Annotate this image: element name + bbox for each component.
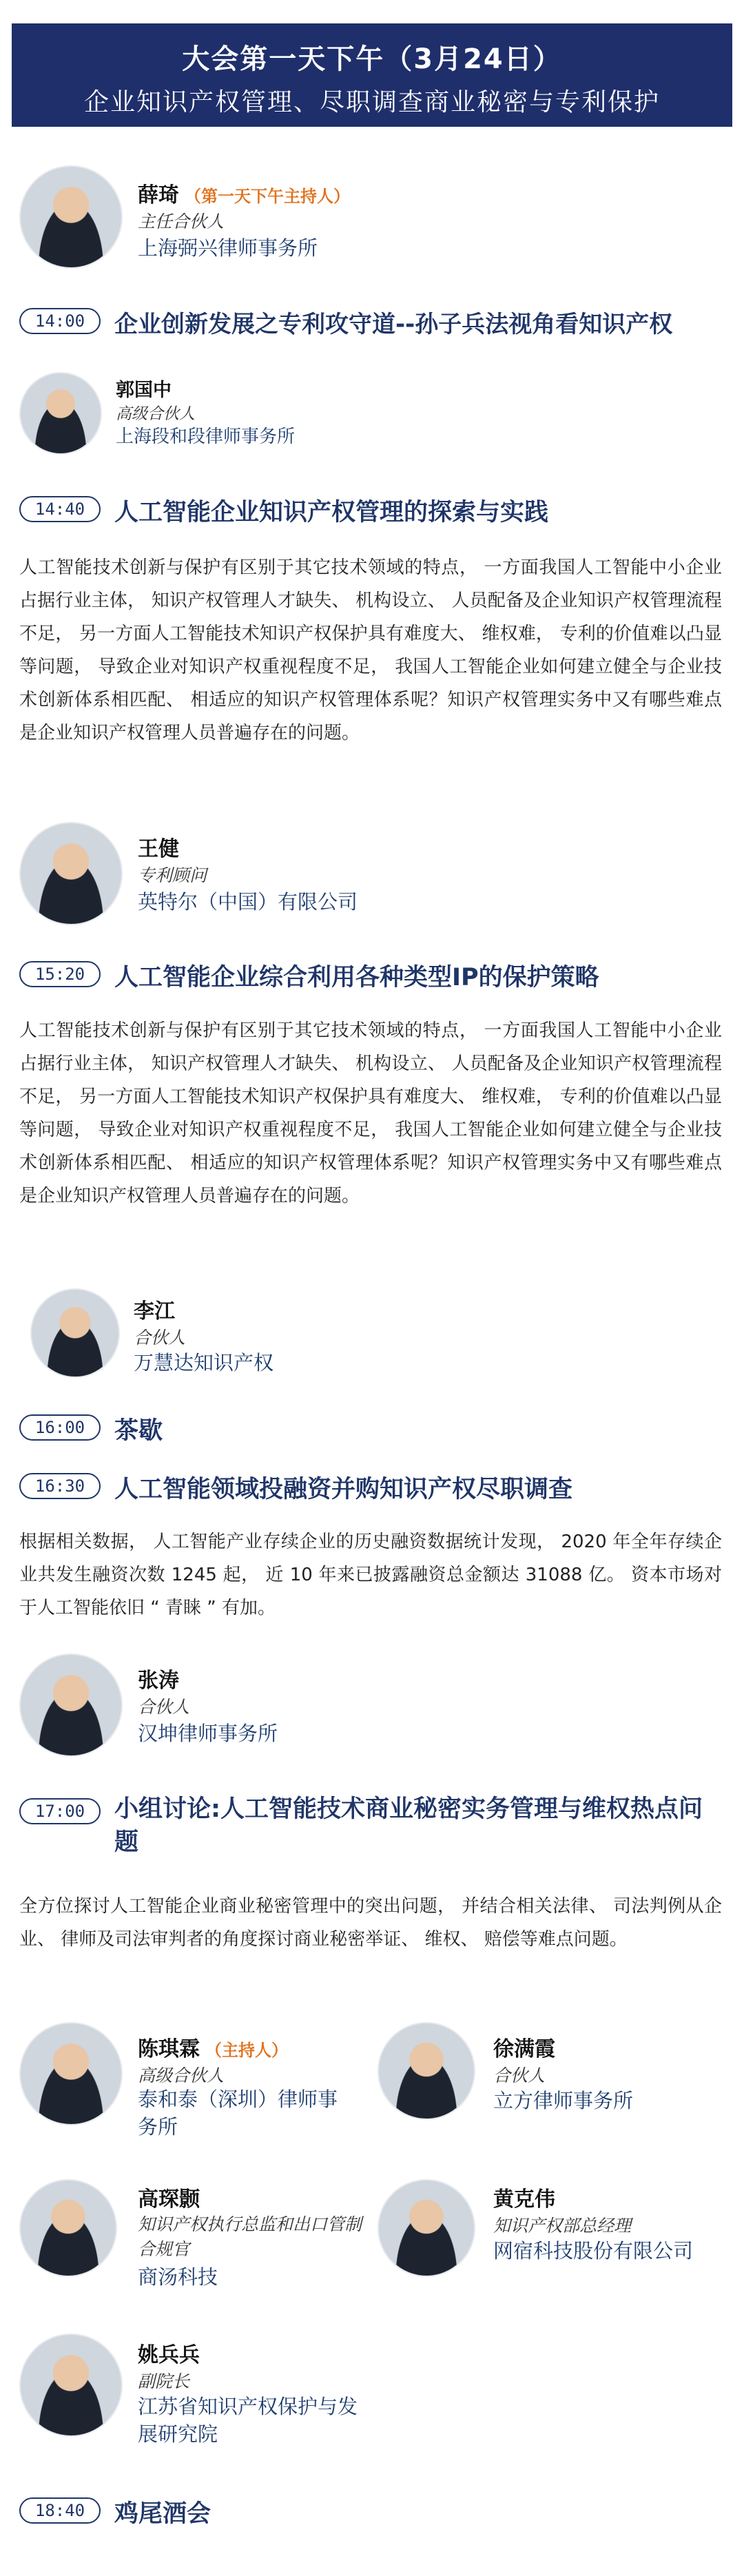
speaker-huang [378,2179,729,2289]
speaker-name: 陈琪霖 [138,2037,200,2061]
session-1520 [19,961,729,996]
host-avatar [19,165,123,269]
host-name-line [138,178,350,208]
session-title: 企业创新发展之专利攻守道--孙子兵法视角看知识产权 [114,311,673,338]
speaker-role: 合伙人 [134,1328,186,1348]
session-1630 [19,1473,729,1507]
session-1600 [19,1414,729,1449]
speaker-name: 王健 [138,837,179,861]
speaker-avatar [378,2022,475,2120]
speaker-zhang [19,1653,722,1757]
speaker-role: 合伙人 [493,2065,546,2085]
time-badge: 15:20 [19,961,101,987]
speaker-org: 江苏省知识产权保护与发展研究院 [138,2395,358,2446]
time-badge: 14:00 [19,308,101,334]
speaker-name: 张涛 [138,1669,179,1693]
session-title: 茶歇 [114,1417,163,1445]
speaker-avatar [19,2022,123,2125]
host-tag: （第一天下午主持人） [185,187,350,206]
speaker-org: 泰和泰（深圳）律师事务所 [138,2088,338,2139]
speaker-name: 李江 [134,1299,175,1323]
session-title: 人工智能领域投融资并购知识产权尽职调查 [114,1476,573,1503]
session-title: 鸡尾酒会 [114,2500,211,2528]
session-1400 [19,308,729,342]
speaker-org: 立方律师事务所 [493,2089,634,2112]
speaker-name: 黄克伟 [493,2187,555,2212]
speaker-li [30,1288,719,1385]
speaker-org: 汉坤律师事务所 [138,1722,278,1745]
speaker-role: 高级合伙人 [116,405,195,423]
host-card [19,165,722,276]
speaker-gao [19,2179,371,2303]
speaker-org: 英特尔（中国）有限公司 [138,890,358,914]
speaker-avatar [19,2333,123,2437]
time-badge: 17:00 [19,1798,101,1824]
speaker-org: 网宿科技股份有限公司 [493,2239,694,2263]
speaker-xu [378,2022,722,2132]
speaker-avatar [19,372,102,455]
speaker-role: 专利顾问 [138,865,207,885]
speaker-chen [19,2022,364,2146]
speaker-org: 万慧达知识产权 [134,1351,274,1374]
speaker-guo [19,372,722,462]
speaker-role: 知识产权执行总监和出口管制合规官 [138,2214,362,2259]
session-title: 小组讨论:人工智能技术商业秘密实务管理与维权热点问题 [114,1795,703,1856]
session-description: 全方位探讨人工智能企业商业秘密管理中的突出问题， 并结合相关法律、 司法判例从企业、 律师及司法审判者的角度探讨商业秘密举证、 维权、 赔偿等难点问题。 [19,1896,722,1950]
time-badge: 16:30 [19,1473,101,1499]
moderator-tag: （主持人） [205,2041,288,2060]
header-title: 大会第一天下午（3月24日） [182,43,562,75]
speaker-role: 知识产权部总经理 [493,2216,632,2236]
time-badge: 16:00 [19,1414,101,1441]
speaker-org: 上海段和段律师事务所 [116,426,296,447]
header-subtitle: 企业知识产权管理、尽职调查商业秘密与专利保护 [83,88,660,116]
speaker-wang [19,822,722,925]
host-name: 薛琦 [138,183,179,207]
session-description: 人工智能技术创新与保护有区别于其它技术领域的特点， 一方面我国人工智能中小企业占据行业主体， 知识产权管理人才缺失、 机构设立、 人员配备及企业知识产权管理流程不足， 另一方面人工智能技术知识产权保护具有难度大、 维权难， 专利的价值难以凸显等问题， 导致企业对知识产权重视程度不足， 我国人工智能企业如何建立健全与企业技术创新体系相匹配、 相适应的知识产权管理体系呢？知识产权管理实务中又有哪些难点是企业知识产权管理人员普遍存在的问题。 [19,1020,722,1206]
time-badge: 14:40 [19,496,101,522]
session-1440 [19,496,729,530]
speaker-name: 高琛颢 [138,2187,200,2212]
speaker-avatar [30,1288,120,1378]
speaker-name-line [138,2032,288,2062]
speaker-role: 高级合伙人 [138,2065,225,2085]
speaker-avatar [378,2179,475,2277]
speaker-name: 徐满霞 [493,2037,555,2061]
host-role: 主任合伙人 [138,212,225,231]
session-description: 根据相关数据， 人工智能产业存续企业的历史融资数据统计发现， 2020 年全年存续企业共发生融资次数 1245 起， 近 10 年来已披露融资总金额达 31088 亿。 资本市场对于人工智能依旧 “ 青睐 ” 有加。 [19,1532,722,1618]
speaker-avatar [19,2179,117,2277]
session-title: 人工智能企业知识产权管理的探索与实践 [114,499,549,526]
speaker-role: 副院长 [138,2371,190,2391]
session-description: 人工智能技术创新与保护有区别于其它技术领域的特点， 一方面我国人工智能中小企业占据行业主体， 知识产权管理人才缺失、 机构设立、 人员配备及企业知识产权管理流程不足， 另一方面人工智能技术知识产权保护具有难度大、 维权难， 专利的价值难以凸显等问题， 导致企业对知识产权重视程度不足， 我国人工智能企业如何建立健全与企业技术创新体系相匹配、 相适应的知识产权管理体系呢？知识产权管理实务中又有哪些难点是企业知识产权管理人员普遍存在的问题。 [19,557,722,743]
speaker-name: 姚兵兵 [138,2343,200,2367]
event-header [12,23,732,127]
host-org: 上海弼兴律师事务所 [138,236,318,260]
session-1840 [19,2497,729,2532]
speaker-org: 商汤科技 [138,2265,218,2289]
session-1700 [19,1795,729,1874]
speaker-avatar [19,1653,123,1757]
time-badge: 18:40 [19,2497,101,2524]
speaker-role: 合伙人 [138,1697,190,1717]
speaker-avatar [19,822,123,925]
speaker-name: 郭国中 [116,380,172,401]
speaker-yao [19,2333,405,2471]
session-title: 人工智能企业综合利用各种类型IP的保护策略 [114,964,599,991]
